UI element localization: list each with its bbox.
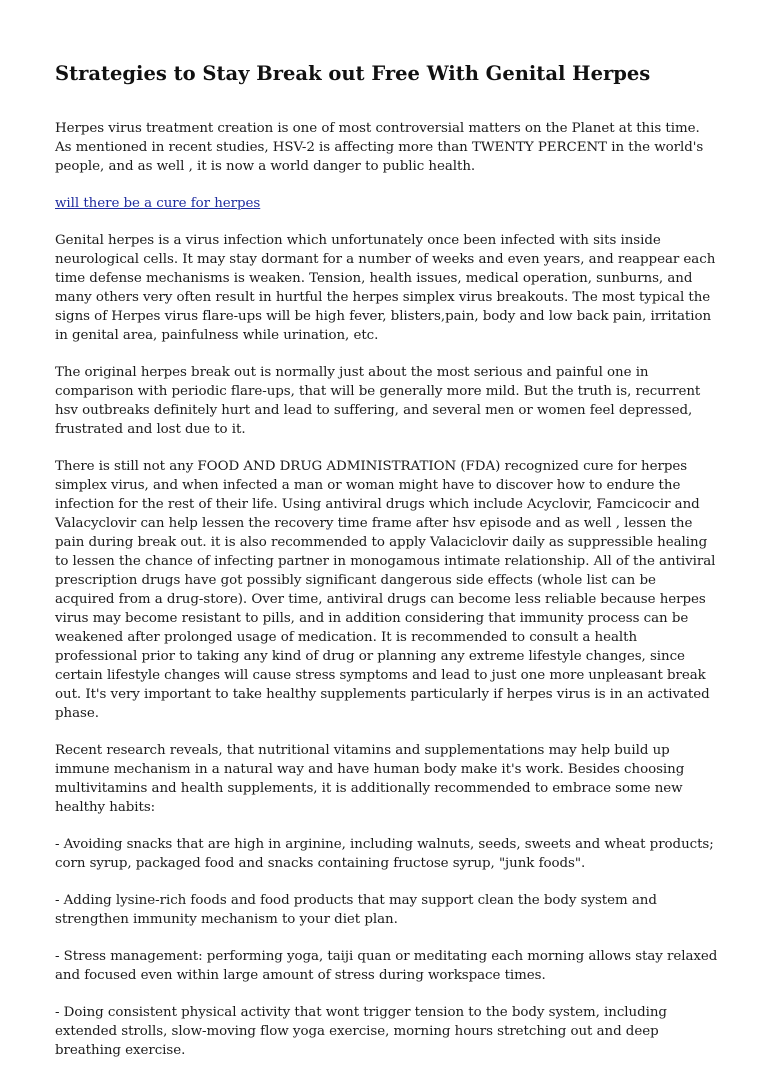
body-paragraph-original-outbreak: The original herpes break out is normally just about the most serious and painful one in comparison with periodic flare-ups, that will be generally more mild. But the truth is, recurrent hsv outbreaks definitely hurt and lead to suffering, and several men or women feel depressed, frustrated and lost due to it. bbox=[55, 365, 701, 437]
list-item-physical-activity: - Doing consistent physical activity that wont trigger tension to the body system, including extended strolls, slow-moving flow yoga exercise, morning hours stretching out and deep breathing exercise. bbox=[55, 1005, 667, 1058]
list-item-stress-management: - Stress management: performing yoga, taiji quan or meditating each morning allows stay relaxed and focused even within large amount of stress during workspace times. bbox=[55, 949, 718, 983]
list-item-lysine-foods: - Adding lysine-rich foods and food products that may support clean the body system and strengthen immunity mechanism to your diet plan. bbox=[55, 893, 657, 927]
herpes-cure-link[interactable]: will there be a cure for herpes bbox=[55, 196, 261, 211]
intro-paragraph: Herpes virus treatment creation is one of most controversial matters on the Planet at this time. As mentioned in recent studies, HSV-2 is affecting more than TWENTY PERCENT in the world's people, and as well , it is now a world danger to public health. bbox=[55, 121, 704, 174]
body-paragraph-fda-cure: There is still not any FOOD AND DRUG ADMINISTRATION (FDA) recognized cure for herpes simplex virus, and when infected a man or woman might have to discover how to endure the infection for the rest of their life. Using antiviral drugs which include Acyclovir, Famcicocir and Valacyclovir can help lessen the recovery time frame after hsv episode and as well , lessen the pain during break out. it is also recommended to apply Valaciclovir daily as suppressible healing to lessen the chance of infecting partner in monogamous intimate relationship. All of the antiviral prescription drugs have got possibly significant dangerous side effects (whole list can be acquired from a drug-store). Over time, antiviral drugs can become less reliable because herpes virus may become resistant to pills, and in addition considering that immunity process can be weakened after prolonged usage of medication. It is recommended to consult a health professional prior to taking any kind of drug or planning any extreme lifestyle changes, since certain lifestyle changes will cause stress symptoms and lead to just one more unpleasant break out. It's very important to take healthy supplements particularly if herpes virus is in an activated phase. bbox=[55, 459, 716, 721]
list-item-avoiding-snacks: - Avoiding snacks that are high in arginine, including walnuts, seeds, sweets and wheat products; corn syrup, packaged food and snacks containing fructose syrup, "junk foods". bbox=[55, 837, 714, 871]
body-paragraph-genital-herpes: Genital herpes is a virus infection which unfortunately once been infected with sits inside neurological cells. It may stay dormant for a number of weeks and even years, and reappear each time defense mechanisms is weaken. Tension, health issues, medical operation, sunburns, and many others very often result in hurtful the herpes simplex virus breakouts. The most typical the signs of Herpes virus flare-ups will be high fever, blisters,pain, body and low back pain, irritation in genital area, painfulness while urination, etc. bbox=[55, 233, 716, 343]
link-paragraph bbox=[55, 194, 718, 213]
body-paragraph-recent-research: Recent research reveals, that nutritional vitamins and supplementations may help build up immune mechanism in a natural way and have human body make it's work. Besides choosing multivitamins and health supplements, it is additionally recommended to embrace some new healthy habits: bbox=[55, 743, 685, 815]
document-title: Strategies to Stay Break out Free With Genital Herpes bbox=[55, 62, 651, 85]
